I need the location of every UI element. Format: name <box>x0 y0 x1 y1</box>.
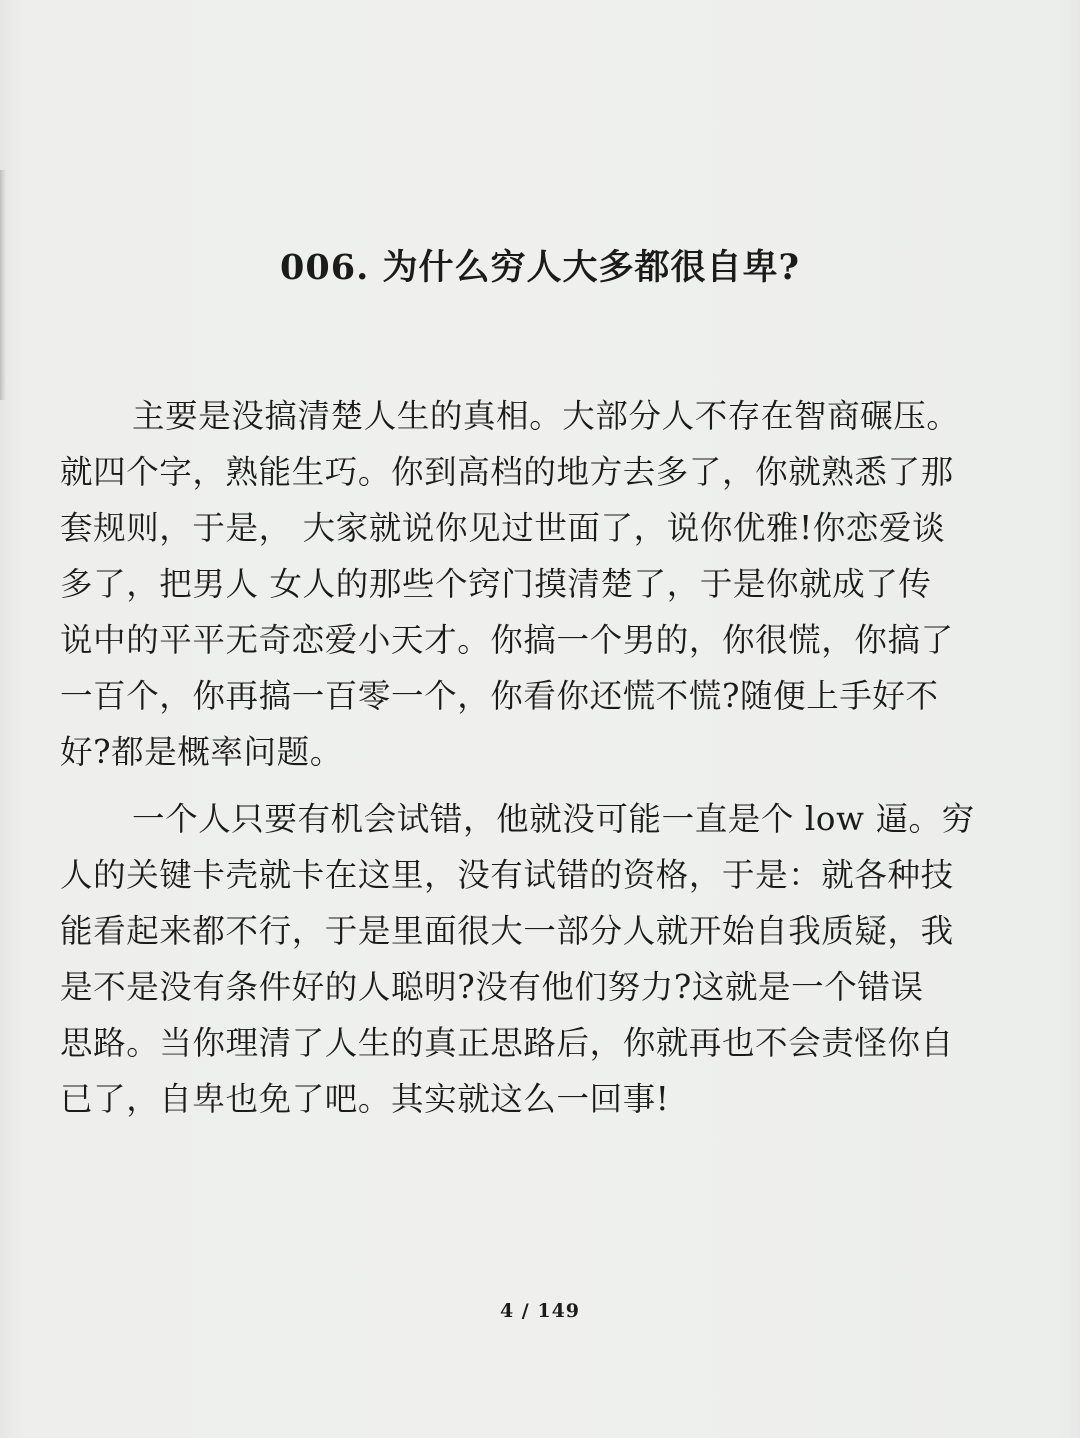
text-line: 就四个字，熟能生巧。你到高档的地方去多了，你就熟悉了那 <box>60 453 954 491</box>
text-line: 套规则，于是， 大家就说你见过世面了，说你优雅!你恋爱谈 <box>60 509 946 547</box>
text-line: 好?都是概率问题。 <box>60 733 343 771</box>
text-line: 主要是没搞清楚人生的真相。大部分人不存在智商碾压。 <box>132 397 960 435</box>
text-line: 能看起来都不行，于是里面很大一部分人就开始自我质疑，我 <box>60 912 954 950</box>
text-line: 人的关键卡壳就卡在这里，没有试错的资格，于是：就各种技 <box>60 856 954 894</box>
text-line: 说中的平平无奇恋爱小天才。你搞一个男的，你很慌，你搞了 <box>60 621 954 659</box>
page-title: 006. 为什么穷人大多都很自卑? <box>280 247 800 288</box>
text-line: 多了，把男人 女人的那些个窍门摸清楚了，于是你就成了传 <box>60 565 932 603</box>
text-line: 一个人只要有机会试错，他就没可能一直是个 low 逼。穷 <box>132 800 975 838</box>
text-line: 已了，自卑也免了吧。其实就这么一回事! <box>60 1080 670 1118</box>
page-number: 4 / 149 <box>499 1300 581 1322</box>
text-line: 一百个，你再搞一百零一个，你看你还慌不慌?随便上手好不 <box>60 677 939 715</box>
paragraph-1 <box>60 388 1010 780</box>
text-line: 思路。当你理清了人生的真正思路后，你就再也不会责怪你自 <box>60 1024 954 1062</box>
text-line: 是不是没有条件好的人聪明?没有他们努力?这就是一个错误 <box>60 968 924 1006</box>
paragraph-2 <box>60 791 1010 1127</box>
